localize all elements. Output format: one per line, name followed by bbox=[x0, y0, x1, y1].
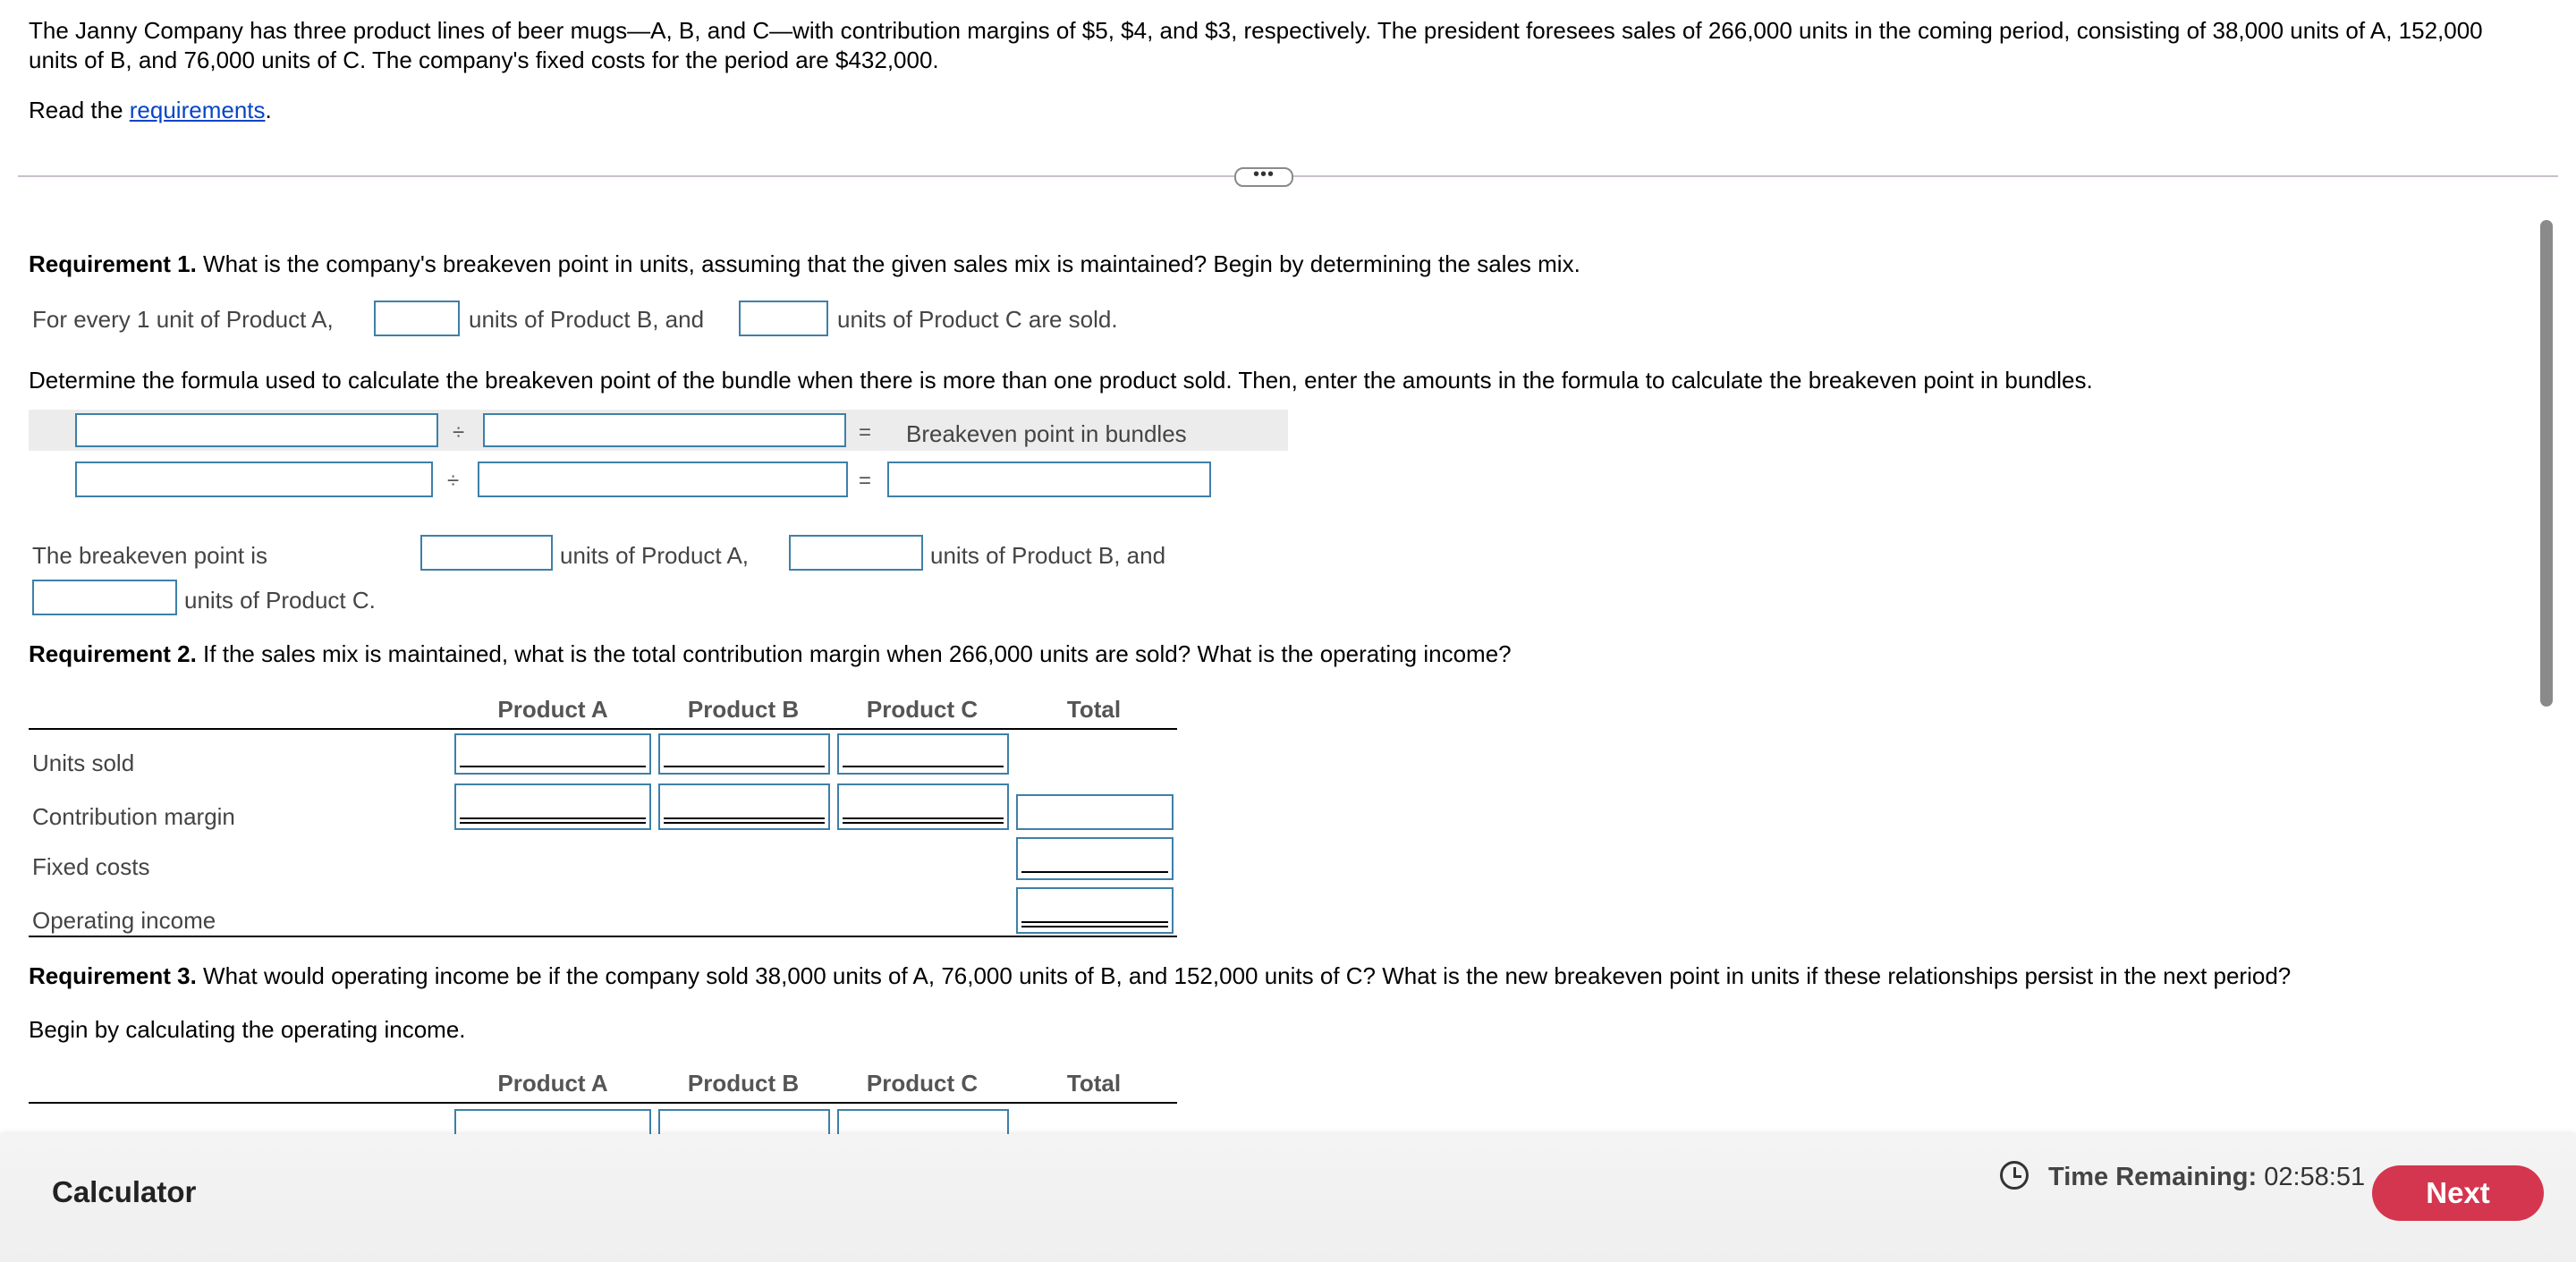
read-requirements bbox=[29, 97, 272, 124]
time-remaining bbox=[2048, 1163, 2365, 1192]
equals-sign-2: = bbox=[859, 469, 872, 493]
cm-a-input[interactable] bbox=[454, 783, 651, 830]
problem-statement: The Janny Company has three product lines of beer mugs—A, B, and C—with contribution margins of $5, $4, and $3, respectively. The president foresees sales of 266,000 units in the coming period, consisting of 38,000 units of A, 152,000 units of B, and 76,000 units of C. The company's fixed costs for the period are $432,000. bbox=[29, 17, 2483, 73]
mix-suffix: units of Product C are sold. bbox=[837, 306, 1118, 333]
req2-text: If the sales mix is maintained, what is the total contribution margin when 266,000 units are sold? What is the operating income? bbox=[196, 640, 1512, 667]
req3-begin: Begin by calculating the operating income. bbox=[29, 1016, 466, 1043]
formula-denominator-input[interactable] bbox=[478, 462, 848, 497]
clock-icon bbox=[2000, 1161, 2029, 1190]
mix-mid: units of Product B, and bbox=[469, 306, 705, 333]
req3-col-total: Total bbox=[1066, 1070, 1122, 1097]
row-operating-income: Operating income bbox=[32, 907, 216, 934]
breakeven-product-b-input[interactable] bbox=[789, 535, 923, 571]
cm-c-input[interactable] bbox=[837, 783, 1009, 830]
req3-col-product-c: Product C bbox=[866, 1070, 979, 1097]
req3-text: What would operating income be if the company sold 38,000 units of A, 76,000 units of B, and 152,000 units of C? What is the new breakeven point in units if these relationships persist in the next period? bbox=[196, 962, 2292, 989]
mix-product-c-input[interactable] bbox=[739, 301, 828, 336]
req2-col-product-a: Product A bbox=[497, 696, 608, 723]
req3-col-product-a: Product A bbox=[497, 1070, 608, 1097]
breakeven-b-label: units of Product B, and bbox=[930, 542, 1166, 569]
row-fixed-costs: Fixed costs bbox=[32, 853, 150, 880]
divider-handle[interactable]: ••• bbox=[1234, 167, 1293, 187]
row-contribution-margin: Contribution margin bbox=[32, 803, 235, 830]
row-units-sold: Units sold bbox=[32, 750, 135, 776]
req2-prompt bbox=[29, 640, 1512, 668]
equals-sign: = bbox=[859, 420, 872, 445]
units-sold-a-input[interactable] bbox=[454, 733, 651, 775]
req2-col-total: Total bbox=[1066, 696, 1122, 723]
fixed-costs-total-input[interactable] bbox=[1016, 837, 1174, 880]
footer-bar bbox=[0, 1134, 2576, 1262]
req3-title: Requirement 3. bbox=[29, 962, 197, 989]
breakeven-bundles-input[interactable] bbox=[887, 462, 1211, 497]
mix-prefix: For every 1 unit of Product A, bbox=[32, 306, 334, 333]
time-remaining-value: 02:58:51 bbox=[2264, 1163, 2366, 1191]
cm-b-input[interactable] bbox=[658, 783, 830, 830]
read-suffix: . bbox=[265, 97, 272, 123]
formula-label-numerator-select[interactable] bbox=[75, 413, 438, 447]
operating-income-total-input[interactable] bbox=[1016, 887, 1174, 934]
req2-header-rule bbox=[29, 728, 1177, 730]
divide-sign-2: ÷ bbox=[447, 469, 460, 493]
breakeven-bundles-label: Breakeven point in bundles bbox=[906, 420, 1187, 447]
units-sold-b-input[interactable] bbox=[658, 733, 830, 775]
units-sold-c-input[interactable] bbox=[837, 733, 1009, 775]
cm-total-input[interactable] bbox=[1016, 794, 1174, 830]
req2-col-product-b: Product B bbox=[687, 696, 800, 723]
req1-text: What is the company's breakeven point in units, assuming that the given sales mix is maintained? Begin by determining the sales mix. bbox=[196, 250, 1580, 277]
req1-title: Requirement 1. bbox=[29, 250, 197, 277]
breakeven-product-c-input[interactable] bbox=[32, 580, 177, 615]
calculator-button[interactable]: Calculator bbox=[52, 1175, 197, 1208]
breakeven-c-label: units of Product C. bbox=[184, 587, 376, 614]
req1-prompt bbox=[29, 250, 1580, 278]
req2-footer-rule bbox=[29, 936, 1177, 937]
breakeven-prefix: The breakeven point is bbox=[32, 542, 268, 569]
formula-label-denominator-select[interactable] bbox=[483, 413, 846, 447]
vertical-scrollbar[interactable] bbox=[2540, 220, 2553, 707]
req2-title: Requirement 2. bbox=[29, 640, 197, 667]
req3-header-rule bbox=[29, 1102, 1177, 1104]
req3-col-product-b: Product B bbox=[687, 1070, 800, 1097]
divide-sign: ÷ bbox=[453, 420, 465, 445]
req2-col-product-c: Product C bbox=[866, 696, 979, 723]
breakeven-product-a-input[interactable] bbox=[420, 535, 553, 571]
mix-product-b-input[interactable] bbox=[374, 301, 460, 336]
formula-instruction: Determine the formula used to calculate the breakeven point of the bundle when there is more than one product sold. Then, enter the amounts in the formula to calculate the breakeven point in bundles. bbox=[29, 367, 2093, 394]
req3-prompt bbox=[29, 962, 2291, 990]
breakeven-a-label: units of Product A, bbox=[560, 542, 750, 569]
next-button[interactable]: Next bbox=[2372, 1165, 2544, 1221]
formula-numerator-input[interactable] bbox=[75, 462, 433, 497]
time-remaining-label: Time Remaining: bbox=[2048, 1163, 2258, 1191]
read-prefix: Read the bbox=[29, 97, 123, 123]
requirements-link[interactable]: requirements bbox=[129, 97, 266, 123]
